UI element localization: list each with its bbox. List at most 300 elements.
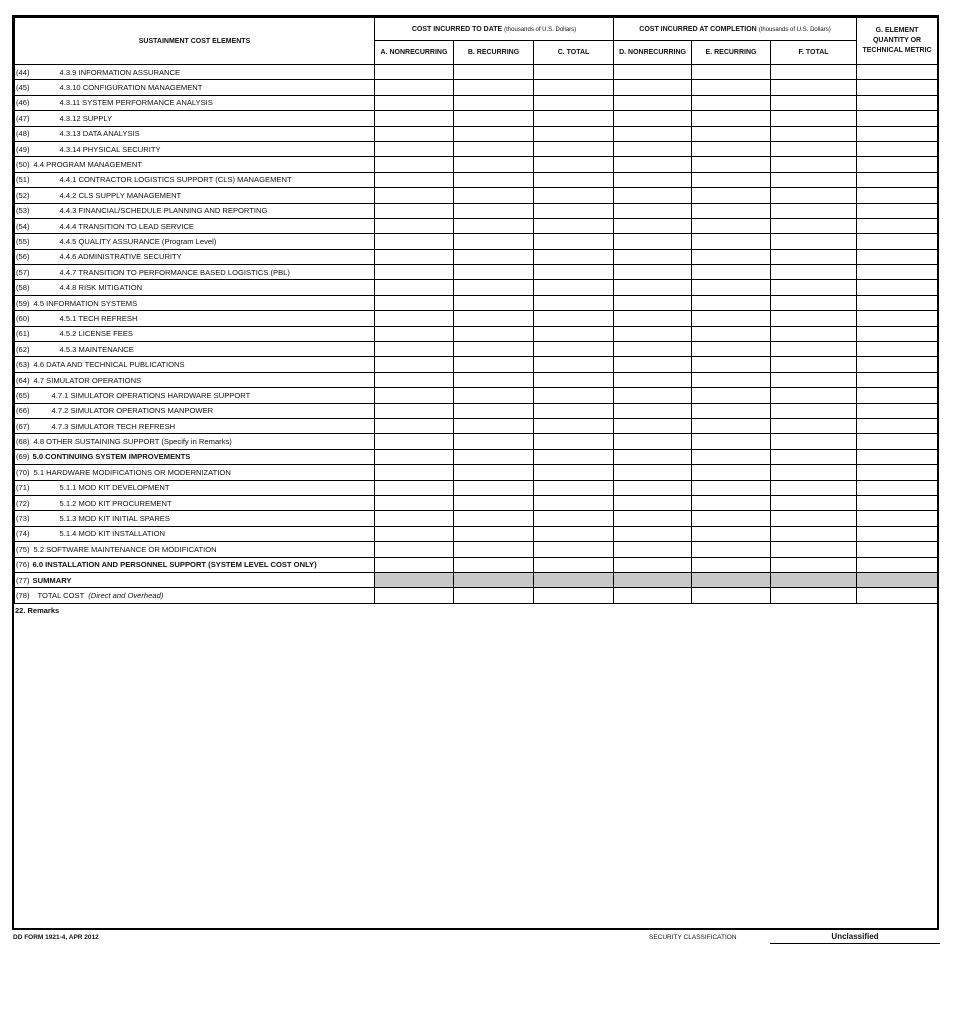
entry-cell[interactable] (454, 234, 534, 249)
entry-cell[interactable] (771, 311, 857, 326)
row-label (15, 449, 375, 464)
entry-cell[interactable] (375, 388, 454, 403)
row-number: (64) (16, 375, 30, 385)
entry-cell[interactable] (614, 357, 692, 372)
entry-cell[interactable] (375, 588, 454, 603)
entry-cell[interactable] (692, 172, 771, 187)
entry-cell[interactable] (534, 403, 614, 418)
entry-cell[interactable] (692, 295, 771, 310)
row-text: 4.4.6 ADMINISTRATIVE SECURITY (59, 252, 182, 262)
entry-cell[interactable] (375, 188, 454, 203)
entry-cell[interactable] (454, 418, 534, 433)
entry-cell[interactable] (614, 203, 692, 218)
table-row (15, 542, 938, 557)
entry-cell[interactable] (857, 80, 938, 95)
entry-cell[interactable] (454, 280, 534, 295)
entry-cell[interactable] (375, 218, 454, 233)
row-number: (49) (16, 144, 30, 154)
entry-cell[interactable] (614, 218, 692, 233)
entry-cell[interactable] (692, 311, 771, 326)
row-number: (54) (16, 221, 30, 231)
entry-cell[interactable] (771, 388, 857, 403)
row-number: (77) (16, 575, 30, 585)
entry-cell[interactable] (614, 172, 692, 187)
entry-cell[interactable] (771, 126, 857, 141)
row-number: (56) (16, 252, 30, 262)
entry-cell[interactable] (692, 126, 771, 141)
entry-cell[interactable] (534, 557, 614, 572)
entry-cell[interactable] (692, 80, 771, 95)
entry-cell[interactable] (534, 342, 614, 357)
entry-cell[interactable] (614, 265, 692, 280)
entry-cell[interactable] (614, 449, 692, 464)
entry-cell[interactable] (614, 280, 692, 295)
table-row (15, 203, 938, 218)
entry-cell[interactable] (454, 249, 534, 264)
entry-cell[interactable] (771, 526, 857, 541)
row-label (15, 557, 375, 572)
entry-cell[interactable] (614, 388, 692, 403)
row-number: (53) (16, 206, 30, 216)
entry-cell[interactable] (771, 218, 857, 233)
entry-cell[interactable] (857, 157, 938, 172)
entry-cell[interactable] (375, 234, 454, 249)
entry-cell[interactable] (692, 495, 771, 510)
entry-cell[interactable] (534, 188, 614, 203)
entry-cell[interactable] (692, 203, 771, 218)
entry-cell (771, 572, 857, 587)
entry-cell[interactable] (454, 295, 534, 310)
row-label (15, 295, 375, 310)
entry-cell[interactable] (692, 95, 771, 110)
entry-cell[interactable] (614, 526, 692, 541)
entry-cell[interactable] (692, 542, 771, 557)
entry-cell[interactable] (534, 511, 614, 526)
entry-cell[interactable] (375, 542, 454, 557)
entry-cell[interactable] (454, 126, 534, 141)
entry-cell[interactable] (614, 295, 692, 310)
entry-cell[interactable] (692, 418, 771, 433)
entry-cell[interactable] (692, 526, 771, 541)
table-row (15, 234, 938, 249)
entry-cell[interactable] (771, 111, 857, 126)
entry-cell[interactable] (771, 588, 857, 603)
entry-cell[interactable] (857, 218, 938, 233)
row-text: 4.8 OTHER SUSTAINING SUPPORT (Specify in Remarks) (33, 437, 232, 447)
entry-cell[interactable] (454, 203, 534, 218)
row-number: (68) (16, 437, 30, 447)
entry-cell[interactable] (692, 357, 771, 372)
entry-cell[interactable] (857, 480, 938, 495)
row-text: 5.1 HARDWARE MODIFICATIONS OR MODERNIZATION (33, 467, 231, 477)
entry-cell[interactable] (857, 95, 938, 110)
entry-cell[interactable] (771, 280, 857, 295)
entry-cell[interactable] (454, 372, 534, 387)
entry-cell[interactable] (534, 295, 614, 310)
entry-cell[interactable] (454, 434, 534, 449)
entry-cell[interactable] (614, 65, 692, 80)
entry-cell[interactable] (857, 372, 938, 387)
entry-cell[interactable] (857, 465, 938, 480)
row-text: 5.1.4 MOD KIT INSTALLATION (59, 529, 166, 539)
entry-cell[interactable] (454, 111, 534, 126)
entry-cell[interactable] (614, 95, 692, 110)
row-number: (61) (16, 329, 30, 339)
entry-cell[interactable] (375, 465, 454, 480)
to-date-header (375, 18, 614, 41)
row-number: (75) (16, 544, 30, 554)
entry-cell[interactable] (771, 557, 857, 572)
entry-cell[interactable] (692, 234, 771, 249)
entry-cell[interactable] (857, 172, 938, 187)
entry-cell[interactable] (857, 449, 938, 464)
table-row (15, 388, 938, 403)
table-row (15, 526, 938, 541)
entry-cell[interactable] (375, 126, 454, 141)
entry-cell[interactable] (857, 557, 938, 572)
entry-cell[interactable] (771, 326, 857, 341)
entry-cell[interactable] (692, 111, 771, 126)
entry-cell[interactable] (614, 434, 692, 449)
at-completion-header (614, 18, 857, 41)
table-row (15, 588, 938, 603)
entry-cell[interactable] (375, 480, 454, 495)
entry-cell[interactable] (454, 526, 534, 541)
row-text: 4.5.1 TECH REFRESH (59, 313, 138, 323)
entry-cell[interactable] (375, 111, 454, 126)
entry-cell[interactable] (692, 157, 771, 172)
to-date-title: COST INCURRED TO DATE (411, 25, 503, 33)
entry-cell[interactable] (454, 326, 534, 341)
entry-cell[interactable] (771, 95, 857, 110)
entry-cell[interactable] (454, 188, 534, 203)
entry-cell[interactable] (454, 357, 534, 372)
entry-cell[interactable] (375, 172, 454, 187)
entry-cell[interactable] (534, 326, 614, 341)
row-number: (46) (16, 98, 30, 108)
entry-cell[interactable] (375, 80, 454, 95)
entry-cell[interactable] (614, 557, 692, 572)
row-number: (74) (16, 529, 30, 539)
entry-cell[interactable] (614, 480, 692, 495)
entry-cell[interactable] (857, 65, 938, 80)
entry-cell[interactable] (534, 480, 614, 495)
entry-cell (534, 572, 614, 587)
entry-cell[interactable] (771, 342, 857, 357)
entry-cell[interactable] (614, 465, 692, 480)
entry-cell[interactable] (771, 234, 857, 249)
entry-cell[interactable] (857, 388, 938, 403)
entry-cell[interactable] (771, 265, 857, 280)
entry-cell[interactable] (534, 357, 614, 372)
row-label (15, 203, 375, 218)
entry-cell[interactable] (375, 65, 454, 80)
entry-cell[interactable] (692, 465, 771, 480)
row-number: (69) (16, 452, 30, 462)
entry-cell[interactable] (692, 342, 771, 357)
entry-cell[interactable] (857, 249, 938, 264)
entry-cell[interactable] (857, 357, 938, 372)
entry-cell[interactable] (375, 418, 454, 433)
entry-cell[interactable] (857, 588, 938, 603)
entry-cell[interactable] (614, 126, 692, 141)
row-number: (63) (16, 360, 30, 370)
entry-cell[interactable] (692, 403, 771, 418)
entry-cell[interactable] (614, 403, 692, 418)
entry-cell[interactable] (771, 80, 857, 95)
entry-cell[interactable] (857, 542, 938, 557)
entry-cell[interactable] (692, 557, 771, 572)
entry-cell[interactable] (692, 588, 771, 603)
entry-cell[interactable] (692, 449, 771, 464)
entry-cell[interactable] (857, 188, 938, 203)
entry-cell[interactable] (614, 311, 692, 326)
entry-cell[interactable] (771, 249, 857, 264)
entry-cell[interactable] (454, 172, 534, 187)
entry-cell[interactable] (771, 434, 857, 449)
row-label (15, 542, 375, 557)
entry-cell[interactable] (534, 388, 614, 403)
entry-cell[interactable] (375, 157, 454, 172)
row-label (15, 342, 375, 357)
entry-cell[interactable] (534, 311, 614, 326)
entry-cell[interactable] (771, 357, 857, 372)
row-label (15, 311, 375, 326)
entry-cell[interactable] (692, 141, 771, 156)
entry-cell[interactable] (454, 218, 534, 233)
entry-cell[interactable] (857, 434, 938, 449)
entry-cell[interactable] (614, 249, 692, 264)
entry-cell[interactable] (454, 95, 534, 110)
entry-cell[interactable] (692, 511, 771, 526)
entry-cell (454, 572, 534, 587)
entry-cell[interactable] (534, 449, 614, 464)
entry-cell[interactable] (454, 557, 534, 572)
entry-cell[interactable] (771, 65, 857, 80)
entry-cell[interactable] (534, 542, 614, 557)
entry-cell[interactable] (692, 434, 771, 449)
entry-cell[interactable] (534, 372, 614, 387)
entry-cell[interactable] (771, 203, 857, 218)
entry-cell[interactable] (375, 372, 454, 387)
entry-cell[interactable] (454, 588, 534, 603)
entry-cell[interactable] (534, 588, 614, 603)
entry-cell[interactable] (375, 403, 454, 418)
entry-cell[interactable] (375, 141, 454, 156)
entry-cell[interactable] (614, 111, 692, 126)
entry-cell[interactable] (857, 326, 938, 341)
row-label (15, 265, 375, 280)
entry-cell[interactable] (614, 495, 692, 510)
column-header: D. NONRECURRING (614, 41, 692, 65)
entry-cell[interactable] (857, 126, 938, 141)
entry-cell[interactable] (692, 480, 771, 495)
row-text: 4.3.12 SUPPLY (59, 113, 113, 123)
entry-cell[interactable] (692, 65, 771, 80)
entry-cell[interactable] (857, 418, 938, 433)
row-label (15, 141, 375, 156)
entry-cell[interactable] (454, 65, 534, 80)
row-number: (60) (16, 313, 30, 323)
entry-cell[interactable] (375, 311, 454, 326)
row-text: 4.7 SIMULATOR OPERATIONS (33, 375, 142, 385)
entry-cell[interactable] (614, 157, 692, 172)
entry-cell[interactable] (375, 357, 454, 372)
entry-cell[interactable] (771, 511, 857, 526)
entry-cell[interactable] (771, 141, 857, 156)
entry-cell[interactable] (534, 280, 614, 295)
row-text: 4.3.9 INFORMATION ASSURANCE (59, 67, 181, 77)
row-text: 4.7.1 SIMULATOR OPERATIONS HARDWARE SUPPORT (51, 390, 251, 400)
entry-cell[interactable] (771, 465, 857, 480)
entry-cell[interactable] (771, 157, 857, 172)
entry-cell[interactable] (857, 495, 938, 510)
entry-cell[interactable] (534, 80, 614, 95)
row-label (15, 588, 375, 603)
entry-cell[interactable] (614, 188, 692, 203)
entry-cell[interactable] (857, 234, 938, 249)
entry-cell[interactable] (454, 311, 534, 326)
entry-cell[interactable] (534, 172, 614, 187)
row-text: 4.5.2 LICENSE FEES (59, 329, 133, 339)
entry-cell[interactable] (857, 295, 938, 310)
entry-cell[interactable] (771, 188, 857, 203)
entry-cell[interactable] (771, 449, 857, 464)
entry-cell[interactable] (692, 388, 771, 403)
entry-cell[interactable] (534, 111, 614, 126)
entry-cell[interactable] (614, 372, 692, 387)
entry-cell[interactable] (857, 403, 938, 418)
entry-cell[interactable] (454, 80, 534, 95)
entry-cell[interactable] (534, 203, 614, 218)
entry-cell[interactable] (375, 526, 454, 541)
entry-cell[interactable] (534, 95, 614, 110)
entry-cell[interactable] (454, 542, 534, 557)
entry-cell[interactable] (534, 495, 614, 510)
row-text: 5.1.2 MOD KIT PROCUREMENT (59, 498, 172, 508)
table-row (15, 188, 938, 203)
entry-cell[interactable] (534, 249, 614, 264)
entry-cell[interactable] (692, 249, 771, 264)
entry-cell[interactable] (771, 372, 857, 387)
entry-cell[interactable] (454, 449, 534, 464)
entry-cell[interactable] (771, 295, 857, 310)
entry-cell[interactable] (857, 526, 938, 541)
entry-cell[interactable] (692, 188, 771, 203)
entry-cell[interactable] (857, 111, 938, 126)
entry-cell[interactable] (614, 234, 692, 249)
entry-cell[interactable] (534, 465, 614, 480)
entry-cell[interactable] (614, 141, 692, 156)
column-header: E. RECURRING (692, 41, 771, 65)
entry-cell[interactable] (771, 495, 857, 510)
row-label (15, 465, 375, 480)
entry-cell[interactable] (534, 126, 614, 141)
entry-cell[interactable] (534, 218, 614, 233)
table-row (15, 480, 938, 495)
classification-value[interactable]: Unclassified (770, 932, 940, 944)
entry-cell[interactable] (692, 280, 771, 295)
entry-cell[interactable] (857, 280, 938, 295)
entry-cell[interactable] (614, 588, 692, 603)
entry-cell[interactable] (534, 526, 614, 541)
table-row (15, 295, 938, 310)
entry-cell[interactable] (534, 65, 614, 80)
entry-cell[interactable] (857, 311, 938, 326)
entry-cell[interactable] (454, 342, 534, 357)
entry-cell[interactable] (534, 157, 614, 172)
entry-cell[interactable] (771, 403, 857, 418)
entry-cell[interactable] (375, 495, 454, 510)
entry-cell[interactable] (375, 342, 454, 357)
entry-cell[interactable] (857, 342, 938, 357)
entry-cell[interactable] (771, 480, 857, 495)
entry-cell[interactable] (454, 265, 534, 280)
entry-cell[interactable] (534, 234, 614, 249)
entry-cell[interactable] (454, 157, 534, 172)
entry-cell[interactable] (771, 542, 857, 557)
entry-cell[interactable] (692, 218, 771, 233)
row-text: 4.4.7 TRANSITION TO PERFORMANCE BASED LOGISTICS (PBL) (59, 267, 290, 277)
entry-cell[interactable] (857, 511, 938, 526)
entry-cell[interactable] (375, 511, 454, 526)
entry-cell[interactable] (614, 80, 692, 95)
row-label (15, 526, 375, 541)
entry-cell[interactable] (454, 388, 534, 403)
entry-cell[interactable] (375, 265, 454, 280)
entry-cell[interactable] (534, 141, 614, 156)
row-text: 5.1.1 MOD KIT DEVELOPMENT (59, 483, 170, 493)
entry-cell[interactable] (857, 141, 938, 156)
entry-cell[interactable] (454, 141, 534, 156)
entry-cell[interactable] (375, 449, 454, 464)
entry-cell[interactable] (454, 511, 534, 526)
entry-cell[interactable] (534, 418, 614, 433)
entry-cell[interactable] (692, 372, 771, 387)
entry-cell[interactable] (692, 326, 771, 341)
entry-cell[interactable] (375, 326, 454, 341)
entry-cell[interactable] (454, 480, 534, 495)
entry-cell[interactable] (614, 542, 692, 557)
form-id: DD FORM 1921-4, APR 2012 (13, 934, 99, 941)
entry-cell[interactable] (771, 172, 857, 187)
entry-cell[interactable] (614, 342, 692, 357)
entry-cell[interactable] (771, 418, 857, 433)
entry-cell[interactable] (454, 465, 534, 480)
entry-cell[interactable] (375, 557, 454, 572)
entry-cell[interactable] (692, 265, 771, 280)
entry-cell[interactable] (375, 249, 454, 264)
row-text: 4.4.2 CLS SUPPLY MANAGEMENT (59, 190, 182, 200)
entry-cell[interactable] (454, 495, 534, 510)
entry-cell[interactable] (857, 203, 938, 218)
entry-cell[interactable] (375, 295, 454, 310)
entry-cell[interactable] (375, 203, 454, 218)
quantity-header: G. ELEMENT QUANTITY OR TECHNICAL METRIC (857, 18, 938, 65)
entry-cell[interactable] (614, 511, 692, 526)
entry-cell[interactable] (614, 326, 692, 341)
entry-cell[interactable] (614, 418, 692, 433)
row-label (15, 218, 375, 233)
entry-cell[interactable] (857, 265, 938, 280)
row-label (15, 572, 375, 587)
entry-cell[interactable] (375, 95, 454, 110)
entry-cell[interactable] (534, 265, 614, 280)
entry-cell[interactable] (534, 434, 614, 449)
entry-cell[interactable] (375, 280, 454, 295)
entry-cell[interactable] (454, 403, 534, 418)
entry-cell[interactable] (375, 434, 454, 449)
